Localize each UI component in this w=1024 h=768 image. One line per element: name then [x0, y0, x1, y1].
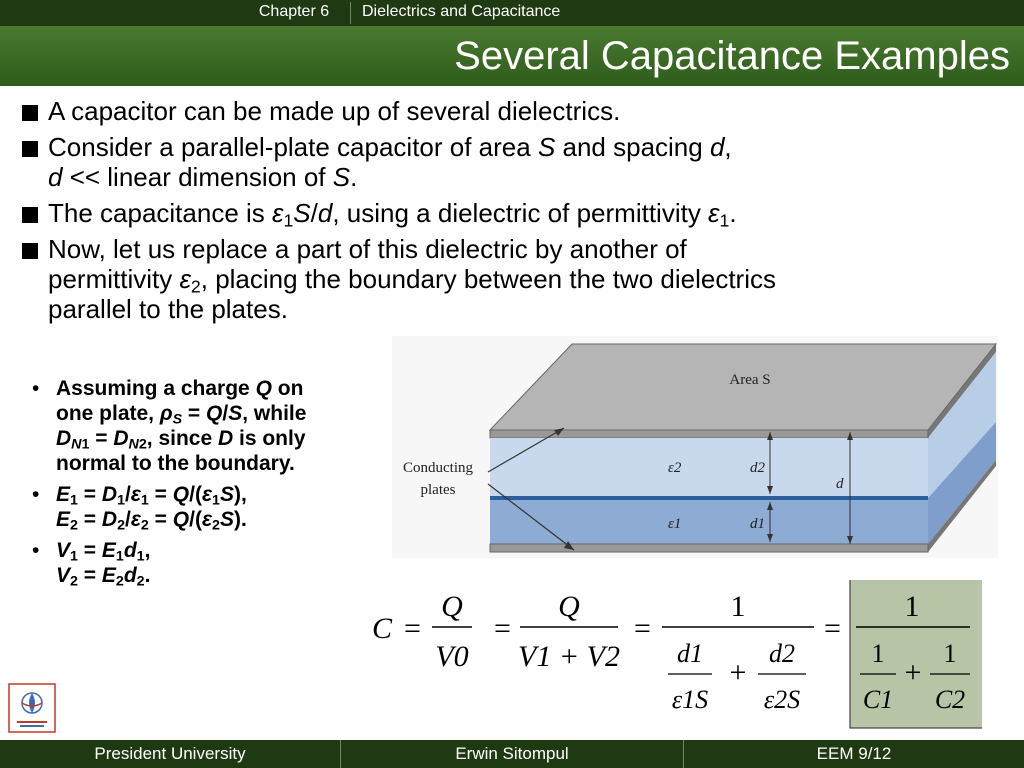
footer-page: EEM 9/12 — [816, 744, 892, 763]
footer-author: Erwin Sitompul — [455, 744, 569, 763]
formula-one1: 1 — [730, 590, 746, 623]
slide-title: Several Capacitance Examples — [454, 34, 1010, 78]
sub-bullet-item — [30, 482, 410, 532]
formula-plus1: + — [729, 656, 747, 689]
d1-label: d1 — [750, 516, 765, 532]
bullet-dot-icon: • — [32, 539, 40, 562]
bullet-item — [20, 198, 1020, 231]
bullet-item — [20, 132, 1020, 192]
sub-bullet-text: $V_1 = E_1d_1$, — [56, 539, 151, 565]
header-bar — [0, 0, 1024, 26]
d-label: d — [836, 476, 844, 492]
bullet-square-icon — [22, 207, 38, 223]
sub-bullet-item — [30, 376, 410, 476]
capacitance-formula — [372, 580, 982, 730]
area-label: Area S — [729, 372, 771, 388]
formula-Q2: Q — [558, 590, 580, 623]
formula-plus2: + — [904, 656, 922, 689]
bullet-square-icon — [22, 243, 38, 259]
bullet-text: A capacitor can be made up of several dielectrics. — [48, 96, 621, 126]
sub-bullet-text: $D_{N1} = D_{N2}$, since D is only — [56, 427, 306, 453]
bullet-text: permittivity $\varepsilon_2$, placing the boundary between the two dielectrics — [48, 264, 776, 297]
d2-label: d2 — [750, 460, 765, 476]
bullet-item — [20, 96, 1020, 126]
formula-one2: 1 — [904, 590, 920, 623]
conducting-label-1: Conducting — [403, 460, 473, 476]
sub-bullet-text: normal to the boundary. — [56, 452, 295, 475]
eps1-label: ε1 — [668, 516, 682, 532]
sub-bullet-text: $E_1 = D_1/\varepsilon_1 = Q/(\varepsilon_1S)$, — [56, 483, 247, 509]
formula-e2S: ε2S — [763, 685, 801, 714]
bullet-text: d << linear dimension of S. — [48, 162, 358, 192]
capacitor-diagram — [392, 336, 998, 558]
dielectric2-layer — [490, 438, 928, 496]
footer-bar — [0, 740, 1024, 768]
formula-e1S: ε1S — [671, 685, 709, 714]
formula-C2: C2 — [934, 685, 966, 714]
bullet-dot-icon: • — [32, 377, 40, 400]
footer-institution: President University — [94, 744, 246, 763]
formula-d1: d1 — [677, 639, 703, 668]
conducting-label-2: plates — [420, 482, 456, 498]
formula-eq4: = — [824, 612, 841, 645]
sub-bullet-text: $E_2 = D_2/\varepsilon_2 = Q/(\varepsilon_2S)$. — [56, 508, 247, 534]
header-divider — [350, 2, 351, 24]
formula-d2: d2 — [769, 639, 795, 668]
bullet-text: parallel to the plates. — [48, 294, 288, 324]
bullet-text: Now, let us replace a part of this dielectric by another of — [48, 234, 687, 264]
formula-V1V2: V1 + V2 — [518, 640, 620, 673]
sub-bullet-item — [30, 538, 410, 588]
eps2-label: ε2 — [668, 460, 682, 476]
formula-V0: V0 — [435, 640, 469, 673]
formula-Q1: Q — [441, 590, 463, 623]
formula-eq2: = — [494, 612, 511, 645]
sub-bullet-text: Assuming a charge Q on — [56, 377, 304, 400]
bullet-list — [20, 96, 1020, 330]
formula-C1: C1 — [862, 685, 894, 714]
formula-eq1: = — [404, 612, 421, 645]
university-logo — [8, 683, 56, 733]
bullet-text: The capacitance is $\varepsilon_1S/d$, using a dielectric of permittivity $\varepsilon_1$. — [48, 198, 737, 231]
bullet-text: Consider a parallel-plate capacitor of area S and spacing d, — [48, 132, 732, 162]
bullet-square-icon — [22, 141, 38, 157]
sub-bullet-text: $V_2 = E_2d_2$. — [56, 564, 151, 590]
formula-eq3: = — [634, 612, 651, 645]
section-label: Dielectrics and Capacitance — [362, 3, 561, 20]
title-bar — [0, 26, 1024, 86]
bullet-dot-icon: • — [32, 483, 40, 506]
formula-one3: 1 — [871, 639, 885, 668]
bottom-plate — [490, 544, 928, 552]
formula-one4: 1 — [943, 639, 957, 668]
formula-C: C — [372, 612, 393, 645]
dielectric1-layer — [490, 500, 928, 544]
chapter-label: Chapter 6 — [258, 3, 330, 20]
sub-bullet-list — [30, 376, 410, 594]
sub-bullet-text: one plate, $\rho_S = Q/S$, while — [56, 402, 307, 428]
bullet-item — [20, 234, 1020, 324]
bullet-square-icon — [22, 105, 38, 121]
